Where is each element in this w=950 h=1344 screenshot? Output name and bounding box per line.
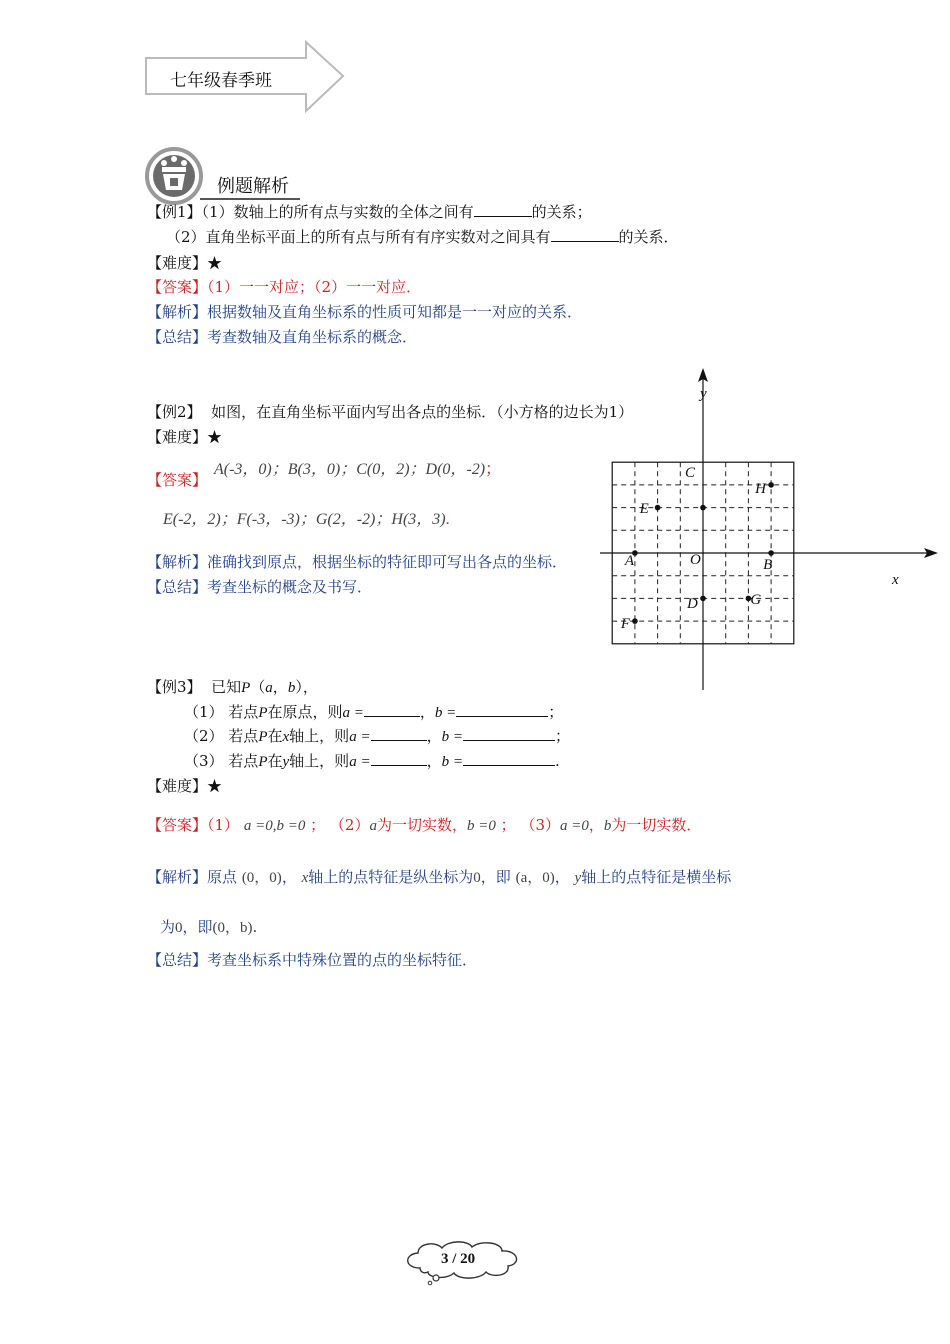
ex3-blank-1b[interactable]	[456, 702, 548, 717]
section-badge-icon	[144, 146, 206, 206]
ex2-summary: 【总结】考查坐标的概念及书写．	[147, 578, 373, 596]
point-h	[768, 482, 774, 488]
ex1-blank-1[interactable]	[474, 202, 532, 217]
ex1-analysis: 【解析】根据数轴及直角坐标系的性质可知都是一一对应的关系．	[147, 303, 583, 321]
point-label-e: E	[639, 500, 649, 517]
point-label-f: F	[620, 616, 631, 633]
point-label-h: H	[755, 480, 766, 497]
ex1-summary: 【总结】考查数轴及直角坐标系的概念．	[147, 328, 418, 346]
point-label-c: C	[685, 464, 696, 481]
ex3-answer: 【答案】（1） a =0,b =0 ； （2）a为一切实数，b =0 ； （3）a =0，b为一切实数．	[147, 816, 702, 834]
ex2-answer-line-2: E(-2，2)；F(-3，-3)；G(2，-2)；H(3，3).	[163, 511, 450, 528]
ex3-difficulty: 【难度】★	[147, 777, 223, 795]
graph-y-axis-label: y	[700, 386, 707, 402]
ex3-summary: 【总结】考查坐标系中特殊位置的点的坐标特征．	[147, 951, 478, 969]
ex3-stem: 【例3】 已知P（a，b），	[147, 678, 318, 696]
coordinate-graph	[600, 360, 945, 695]
point-label-b: B	[763, 557, 773, 573]
point-label-g: G	[750, 592, 762, 609]
ex1-blank-2[interactable]	[551, 227, 619, 242]
ex3-item-1: （1） 若点P在原点，则a = ，b = ；	[184, 703, 564, 721]
section-underline	[200, 198, 300, 200]
point-label-d: D	[687, 596, 698, 613]
ex3-item-2: （2） 若点P在x轴上，则a = ，b = ；	[184, 727, 570, 745]
ex3-blank-3b[interactable]	[463, 751, 555, 766]
point-d	[700, 596, 706, 602]
point-b	[768, 550, 774, 556]
ex1-question-2: （2）直角坐标平面上的所有点与所有有序实数对之间具有 的关系．	[166, 228, 679, 246]
ex1-question-1: 【例1】（1）数轴上的所有点与实数的全体之间有 的关系；	[147, 203, 592, 221]
page-number: 3 / 20	[441, 1251, 476, 1267]
ex3-analysis-line-1: 【解析】原点 (0，0)， x轴上的点特征是纵坐标为0，即 (a，0)， y轴上的点特征是横坐标	[147, 868, 732, 886]
ex1-difficulty: 【难度】★	[147, 254, 223, 272]
ex3-blank-2b[interactable]	[463, 726, 555, 741]
point-label-a: A	[624, 553, 635, 569]
ex2-analysis: 【解析】准确找到原点，根据坐标的特征即可写出各点的坐标．	[147, 553, 568, 571]
ex3-analysis-line-2: 为0，即(0，b).	[160, 918, 258, 936]
ex2-question: 【例2】 如图，在直角坐标平面内写出各点的坐标．（小方格的边长为1）	[147, 403, 634, 421]
ex2-answer-label: 【答案】	[147, 471, 208, 489]
ex3-blank-2a[interactable]	[371, 726, 427, 741]
point-e	[655, 505, 661, 511]
graph-origin-label: O	[690, 552, 701, 568]
section-title: 例题解析	[217, 176, 289, 197]
point-f	[632, 618, 638, 624]
ex1-answer: 【答案】（1）一一对应；（2）一一对应．	[147, 278, 422, 296]
ex3-blank-1a[interactable]	[364, 702, 420, 717]
class-label: 七年级春季班	[170, 71, 272, 91]
point-c	[700, 505, 706, 511]
ex2-difficulty: 【难度】★	[147, 428, 223, 446]
ex3-item-3: （3） 若点P在y轴上，则a = ，b = .	[184, 752, 560, 770]
ex2-answer-line-1: A(-3，0)；B(3，0)；C(0，2)；D(0，-2)；	[214, 461, 502, 478]
graph-x-axis-label: x	[892, 572, 899, 588]
ex3-blank-3a[interactable]	[371, 751, 427, 766]
